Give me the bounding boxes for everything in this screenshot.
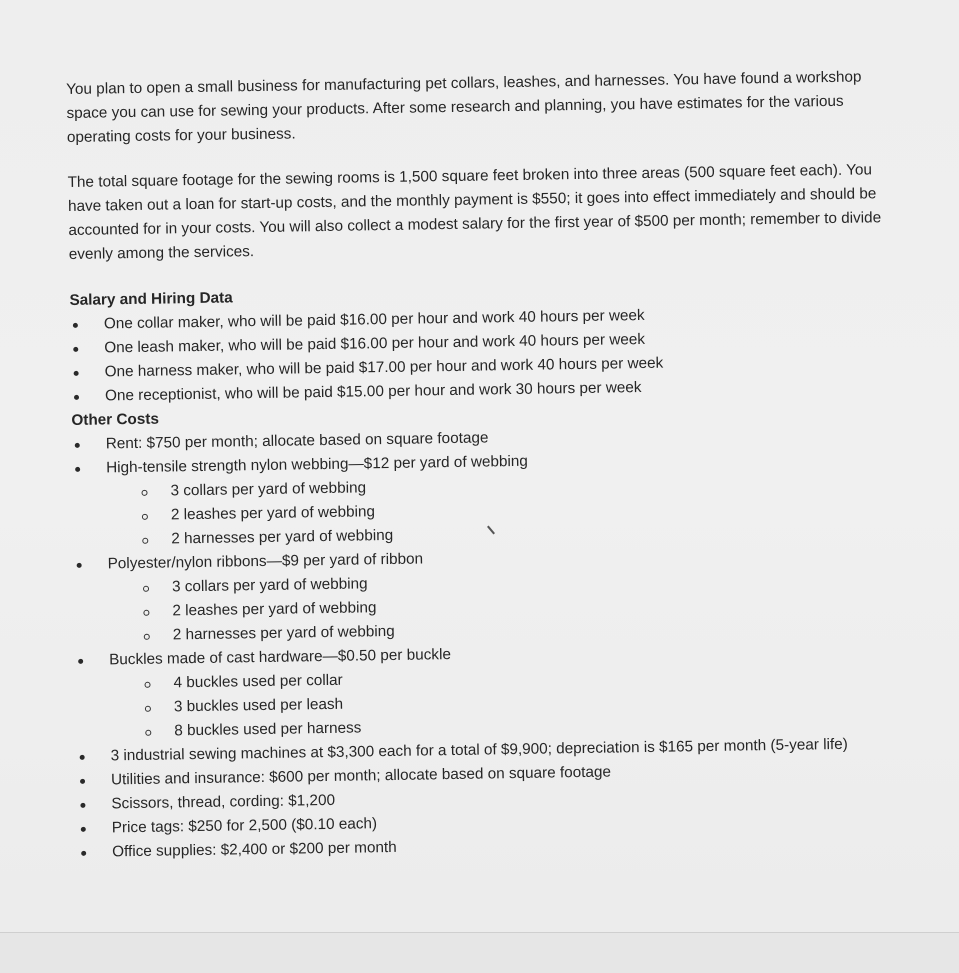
intro-paragraph: You plan to open a small business for manufacturing pet collars, leashes, and harnesses. You have found a workshop space you can use for sewing your products. After some research and planning, you have estimates for the various operating costs for your business. <box>66 68 862 146</box>
scissors-text: Scissors, thread, cording: $1,200 <box>111 791 336 813</box>
square-footage-paragraph: The total square footage for the sewing rooms is 1,500 square feet broken into three areas (500 square feet each). You have taken out a loan for start-up costs, and the monthly payment is $550; it goes into effect immediately and should be accounted for in your costs. You will also collect a modest salary for the first year of $500 per month; remember to divide evenly among the services. <box>67 161 882 263</box>
salary-item-leash-maker: One leash maker, who will be paid $16.00 per hour and work 40 hours per week <box>70 324 910 361</box>
utilities-text: Utilities and insurance: $600 per month; allocate based on square footage <box>110 763 612 789</box>
salary-item-receptionist: One receptionist, who will be paid $15.00 per hour and work 30 hours per week <box>71 372 911 409</box>
cost-item-ribbons <box>73 540 914 649</box>
other-costs-list <box>72 420 919 865</box>
machines-text: 3 industrial sewing machines at $3,300 each for a total of $9,900; depreciation is $165 per month (5-year life) <box>110 735 848 765</box>
salary-heading: Salary and Hiring Data <box>69 289 233 309</box>
bottom-edge <box>0 932 959 973</box>
buckles-sub-leash: 3 buckles used per leash <box>110 684 916 721</box>
webbing-sub-leashes: 2 leashes per yard of webbing <box>107 492 913 529</box>
document-content <box>66 65 918 865</box>
cost-item-webbing <box>72 444 913 553</box>
cost-item-buckles <box>75 636 916 745</box>
buckles-sub-collar: 4 buckles used per collar <box>109 660 915 697</box>
other-costs-heading: Other Costs <box>71 410 160 429</box>
ribbons-sub-collars: 3 collars per yard of webbing <box>108 564 914 601</box>
ribbons-sublist <box>108 564 915 649</box>
ribbons-sub-leashes: 2 leashes per yard of webbing <box>108 588 914 625</box>
webbing-text: High-tensile strength nylon webbing—$12 per yard of webbing <box>105 452 528 477</box>
buckles-sublist <box>109 660 916 745</box>
tags-text: Price tags: $250 for 2,500 ($0.10 each) <box>111 815 378 837</box>
ribbons-text: Polyester/nylon ribbons—$9 per yard of ribbon <box>107 550 424 573</box>
webbing-sub-harnesses: 2 harnesses per yard of webbing <box>107 516 913 553</box>
salary-item-collar-maker: One collar maker, who will be paid $16.00 per hour and work 40 hours per week <box>70 300 910 337</box>
office-text: Office supplies: $2,400 or $200 per month <box>112 838 397 861</box>
webbing-sub-collars: 3 collars per yard of webbing <box>106 468 912 505</box>
buckles-text: Buckles made of cast hardware—$0.50 per buckle <box>109 646 452 669</box>
buckles-sub-harness: 8 buckles used per harness <box>110 708 916 745</box>
webbing-sublist <box>106 468 913 553</box>
ribbons-sub-harnesses: 2 harnesses per yard of webbing <box>109 612 915 649</box>
salary-item-harness-maker: One harness maker, who will be paid $17.00 per hour and work 40 hours per week <box>70 348 910 385</box>
rent-text: Rent: $750 per month; allocate based on square footage <box>105 429 489 453</box>
salary-list <box>70 300 911 409</box>
